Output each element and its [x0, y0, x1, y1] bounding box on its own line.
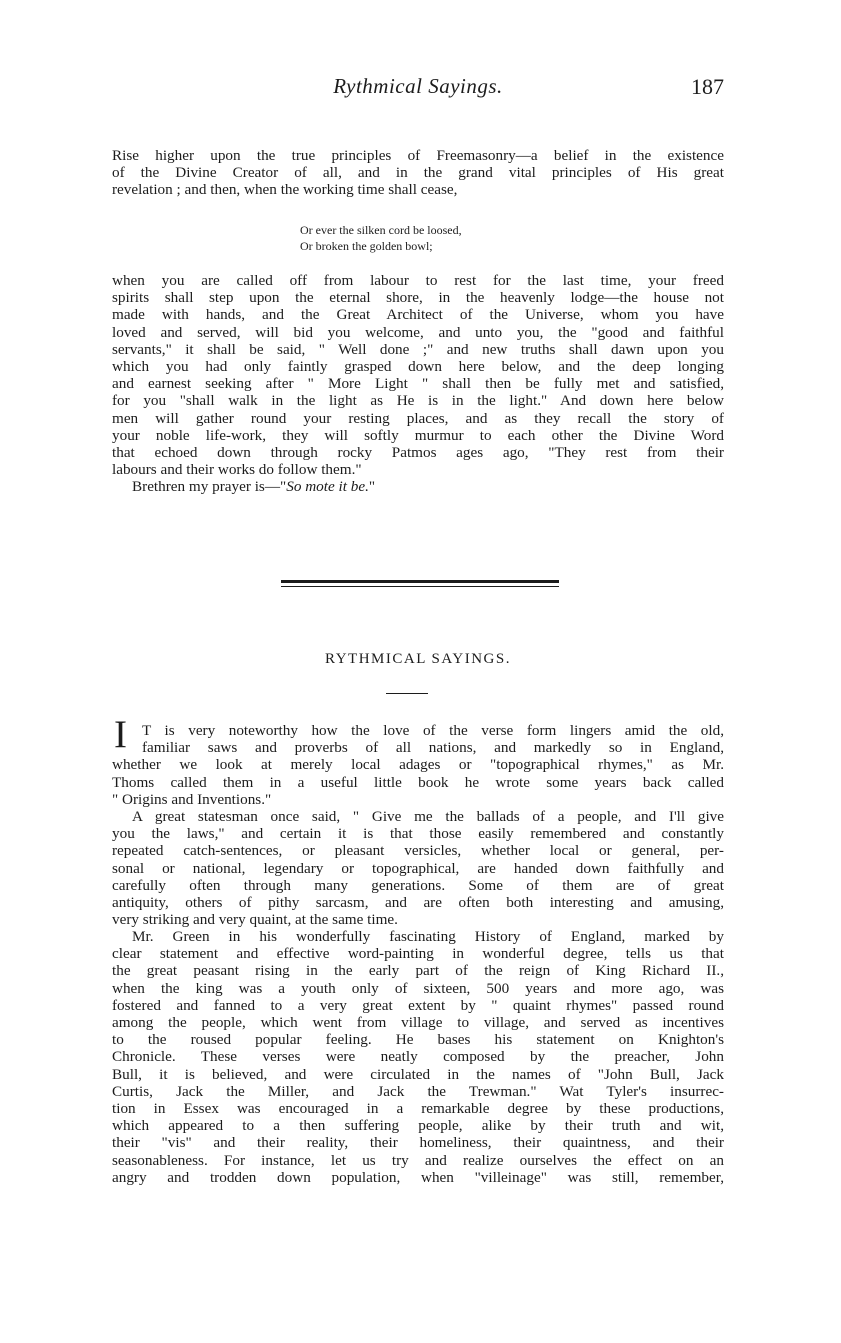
verse-quotation [300, 222, 462, 254]
paragraph-line: fostered and fanned to a very great extent by " quaint rhymes" passed round [112, 996, 724, 1014]
paragraph-line: to the roused popular feeling. He bases his statement on Knighton's [112, 1031, 724, 1049]
prayer-line [112, 478, 724, 495]
paragraph-line: sonal or national, legendary or topographical, are handed down faithfully and [112, 859, 724, 877]
article-paragraph-3 [112, 928, 724, 1186]
paragraph-line: repeated catch-sentences, or pleasant versicles, whether local or general, per- [112, 842, 724, 860]
paragraph-line: for you "shall walk in the light as He is in the light." And down here below [112, 392, 724, 410]
paragraph-line: Curtis, Jack the Miller, and Jack the Trewman." Wat Tyler's insurrec- [112, 1082, 724, 1100]
paragraph-line: tion in Essex was encouraged in a remarkable degree by these productions, [112, 1100, 724, 1118]
drop-cap: I [114, 713, 127, 756]
paragraph-line: spirits shall step upon the eternal shore, in the heavenly lodge—the house not [112, 289, 724, 307]
paragraph-line: that echoed down through rocky Patmos ages ago, "They rest from their [112, 444, 724, 462]
paragraph-line: T is very noteworthy how the love of the verse form lingers amid the old, [142, 722, 724, 739]
paragraph-line: seasonableness. For instance, let us try and realize ourselves the effect on an [112, 1151, 724, 1169]
paragraph-line: Rise higher upon the true principles of Freemasonry—a belief in the existence [112, 147, 724, 164]
running-title: Rythmical Sayings. [333, 74, 503, 98]
paragraph-line: among the people, which went from village to village, and served as incentives [112, 1014, 724, 1032]
paragraph-line: Thoms called them in a useful little book he wrote some years back called [112, 773, 724, 791]
page-number: 187 [691, 74, 724, 99]
paragraph-line: angry and trodden down population, when "villeinage" was still, remember, [112, 1168, 724, 1186]
paragraph-line: very striking and very quaint, at the same time. [112, 911, 398, 929]
page-header [112, 74, 724, 106]
title-underline [386, 693, 428, 694]
paragraph-line: and earnest seeking after " More Light " shall then be fully met and satisfied, [112, 375, 724, 393]
paragraph-line: Mr. Green in his wonderfully fascinating History of England, marked by [132, 928, 724, 945]
verse-line: Or broken the golden bowl; [300, 239, 433, 253]
paragraph-line: whether we look at merely local adages or "topographical rhymes," as Mr. [112, 756, 724, 774]
paragraph-line: familiar saws and proverbs of all nations, and markedly so in England, [142, 739, 724, 757]
prayer-suffix: " [368, 478, 376, 496]
paragraph-line: servants," it shall be said, " Well done ;" and new truths shall dawn upon you [112, 340, 724, 358]
paragraph-line: the great peasant rising in the early part of the reign of King Richard II., [112, 962, 724, 980]
article-paragraph-1 [112, 722, 724, 808]
paragraph-line: when the king was a youth only of sixteen, 500 years and more ago, was [112, 979, 724, 997]
paragraph-line: loved and served, will bid you welcome, and unto you, the "good and faithful [112, 323, 724, 341]
paragraph-line: made with hands, and the Great Architect of the Universe, whom you have [112, 306, 724, 324]
paragraph-line: carefully often through many generations. Some of them are of great [112, 876, 724, 894]
paragraph-line: which you had only faintly grasped down here below, and the deep longing [112, 358, 724, 376]
paragraph-line: when you are called off from labour to rest for the last time, your freed [112, 272, 724, 289]
paragraph-line: your noble life-work, they will softly murmur to each other the Divine Word [112, 426, 724, 444]
closing-paragraph [112, 272, 724, 496]
paragraph-line: revelation ; and then, when the working time shall cease, [112, 181, 458, 199]
paragraph-line: A great statesman once said, " Give me the ballads of a people, and I'll give [132, 808, 724, 825]
opening-paragraph [112, 147, 724, 199]
paragraph-line: which appeared to a then suffering people, alike by their truth and wit, [112, 1117, 724, 1135]
section-divider-thin [281, 586, 559, 587]
prayer-quote: So mote it be. [286, 478, 369, 496]
paragraph-line: Chronicle. These verses were neatly composed by the preacher, John [112, 1048, 724, 1066]
paragraph-line: men will gather round your resting places, and as they recall the story of [112, 409, 724, 427]
verse-line: Or ever the silken cord be loosed, [300, 223, 462, 237]
prayer-prefix: Brethren my prayer is—" [132, 478, 287, 496]
paragraph-line: antiquity, others of pithy sarcasm, and are often both interesting and amusing, [112, 894, 724, 912]
paragraph-line: their "vis" and their reality, their homeliness, their quaintness, and their [112, 1134, 724, 1152]
paragraph-line: " Origins and Inventions." [112, 790, 272, 808]
section-title: RYTHMICAL SAYINGS. [325, 651, 511, 667]
article-paragraph-2 [112, 808, 724, 928]
paragraph-line: Bull, it is believed, and were circulated in the names of "John Bull, Jack [112, 1065, 724, 1083]
paragraph-line: labours and their works do follow them." [112, 461, 362, 479]
paragraph-line: of the Divine Creator of all, and in the grand vital principles of His great [112, 164, 724, 182]
paragraph-line: clear statement and effective word-painting in wonderful degree, tells us that [112, 945, 724, 963]
section-divider-thick [281, 580, 559, 583]
paragraph-line: you the laws," and certain it is that those easily remembered and constantly [112, 825, 724, 843]
